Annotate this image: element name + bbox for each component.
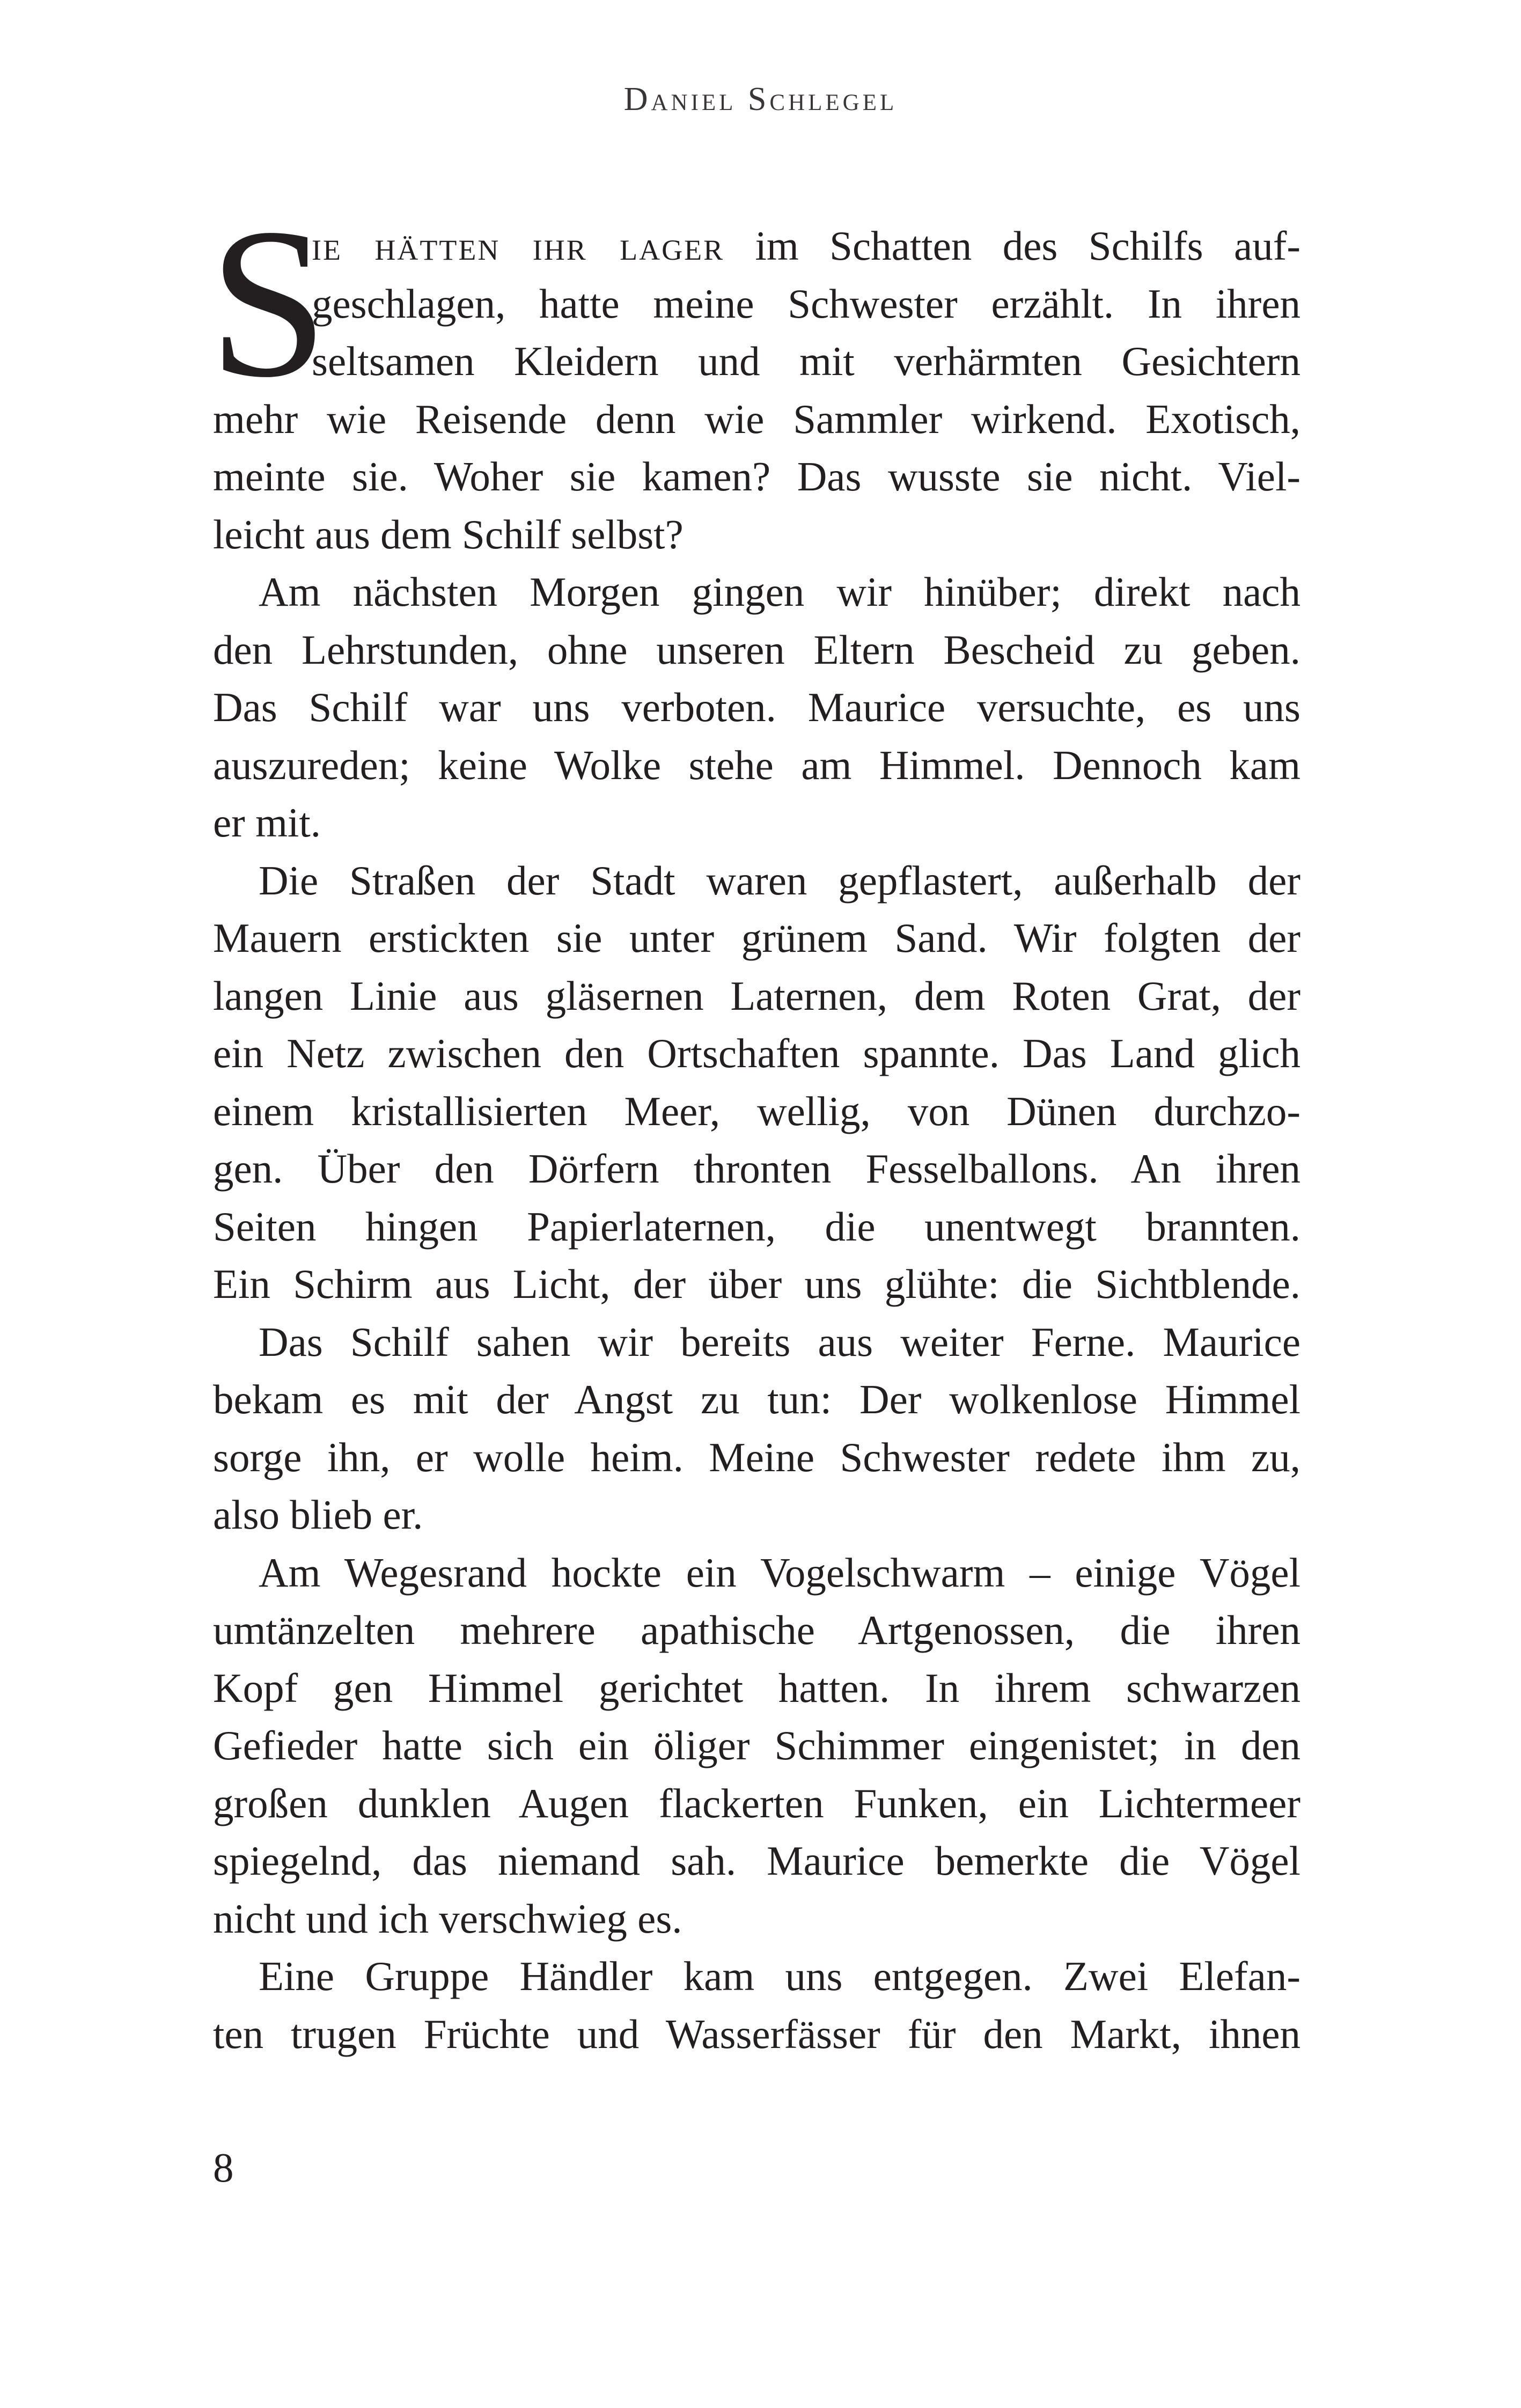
text-line: seltsamen Kleidern und mit verhärmten Gesichtern	[312, 338, 1300, 384]
text-line: Gefieder hatte sich ein öliger Schimmer eingenistet; in den	[213, 1722, 1300, 1768]
text-line: leicht aus dem Schilf selbst?	[213, 511, 684, 557]
text-line: bekam es mit der Angst zu tun: Der wolkenlose Himmel	[213, 1376, 1300, 1422]
page-number: 8	[213, 2145, 234, 2191]
text-line: Am Wegesrand hockte ein Vogelschwarm – einige Vögel	[259, 1549, 1300, 1596]
text-line: gen. Über den Dörfern thronten Fesselballons. An ihren	[213, 1146, 1300, 1192]
paragraph	[213, 217, 1300, 563]
text-line: ein Netz zwischen den Ortschaften spannte. Das Land glich	[213, 1030, 1300, 1076]
body-text	[209, 184, 1300, 2063]
opening-small-caps: ie hätten ihr lager	[312, 223, 725, 269]
paragraph	[213, 852, 1300, 1313]
opening-line-rest: im Schatten des Schilfs auf-	[724, 223, 1300, 269]
text-line: Das Schilf war uns verboten. Maurice versuchte, es uns	[213, 684, 1300, 730]
paragraph	[213, 563, 1300, 852]
text-line: sorge ihn, er wolle heim. Meine Schwester redete ihm zu,	[213, 1434, 1300, 1480]
text-line: Mauern erstickten sie unter grünem Sand. Wir folgten der	[213, 915, 1300, 961]
text-line: geschlagen, hatte meine Schwester erzählt. In ihren	[312, 280, 1300, 327]
text-line: Ein Schirm aus Licht, der über uns glühte: die Sichtblende.	[213, 1261, 1300, 1307]
drop-cap: S	[209, 184, 328, 422]
text-line: auszureden; keine Wolke stehe am Himmel. Dennoch kam	[213, 742, 1300, 788]
text-line: langen Linie aus gläsernen Laternen, dem Roten Grat, der	[213, 972, 1300, 1019]
text-line: ten trugen Früchte und Wasserfässer für den Markt, ihnen	[213, 2010, 1300, 2057]
paragraph	[213, 1313, 1300, 1544]
paragraph	[213, 1948, 1300, 2063]
text-line: Am nächsten Morgen gingen wir hinüber; direkt nach	[259, 569, 1300, 615]
text-line: spiegelnd, das niemand sah. Maurice bemerkte die Vögel	[213, 1838, 1300, 1884]
text-line: nicht und ich verschwieg es.	[213, 1895, 682, 1942]
text-line: er mit.	[213, 799, 321, 846]
text-line: Das Schilf sahen wir bereits aus weiter Ferne. Maurice	[259, 1318, 1300, 1365]
text-line: Kopf gen Himmel gerichtet hatten. In ihrem schwarzen	[213, 1664, 1300, 1711]
text-line: einem kristallisierten Meer, wellig, von Dünen durchzo-	[213, 1088, 1300, 1134]
text-line: mehr wie Reisende denn wie Sammler wirkend. Exotisch,	[213, 395, 1300, 442]
running-head-author: Daniel Schlegel	[623, 81, 898, 118]
text-line: umtänzelten mehrere apathische Artgenossen, die ihren	[213, 1607, 1300, 1653]
text-line: den Lehrstunden, ohne unseren Eltern Bescheid zu geben.	[213, 626, 1300, 673]
text-line: Eine Gruppe Händler kam uns entgegen. Zwei Elefan-	[259, 1953, 1300, 1999]
text-line	[213, 217, 1300, 275]
text-line: großen dunklen Augen flackerten Funken, ein Lichtermeer	[213, 1780, 1300, 1826]
text-line: Die Straßen der Stadt waren gepflastert, außerhalb der	[259, 857, 1300, 904]
paragraph	[213, 1544, 1300, 1948]
text-line: Seiten hingen Papierlaternen, die unentwegt brannten.	[213, 1203, 1300, 1250]
text-line: also blieb er.	[213, 1492, 423, 1538]
text-line: meinte sie. Woher sie kamen? Das wusste sie nicht. Viel-	[213, 453, 1300, 500]
